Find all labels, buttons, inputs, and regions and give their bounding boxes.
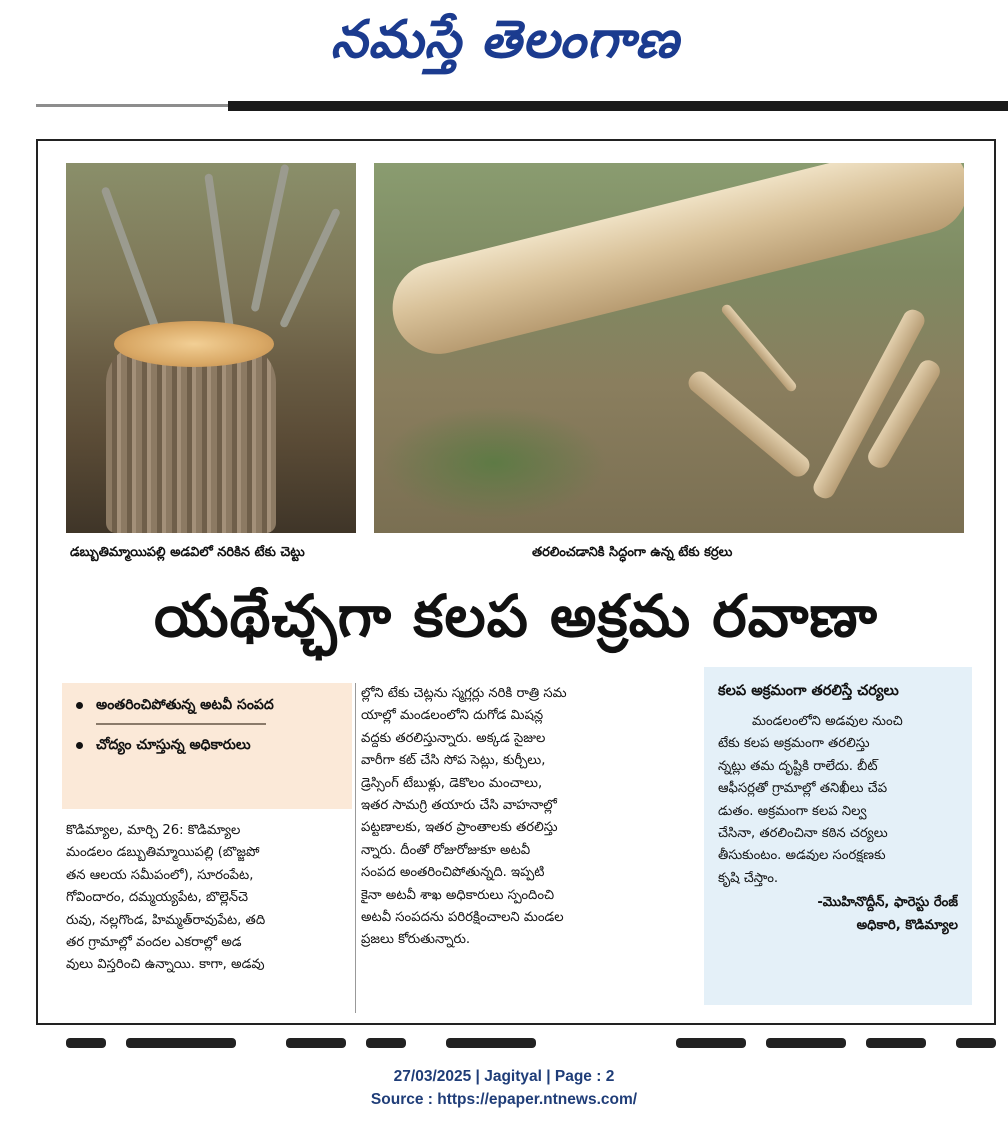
quote-line: కృషి చేస్తాం. bbox=[718, 870, 779, 886]
highlight-item bbox=[72, 733, 342, 757]
signature-line: అధికారి, కొడిమ్యాల bbox=[856, 917, 958, 933]
article-line: పట్టణాలకు, ఇతర ప్రాంతాలకు తరలిస్తు bbox=[361, 820, 558, 836]
article-line: వారీగా కట్ చేసి సోప సెట్లు, కుర్చీలు, bbox=[361, 753, 546, 769]
bullet-icon bbox=[76, 702, 83, 709]
article-line: ఇతర సామగ్రి తయారు చేసి వాహనాల్లో bbox=[361, 798, 557, 814]
quote-line: డుతం. అక్రమంగా కలప నిల్వ bbox=[718, 803, 867, 819]
article-line: గోవిందారం, దమ్మయ్యపేట, బొల్లెన్‌చె bbox=[66, 890, 249, 906]
article-line: తర గ్రామాల్లో వందల ఎకరాల్లో అడ bbox=[66, 935, 242, 951]
article-line: ప్రజలు కోరుతున్నారు. bbox=[361, 932, 471, 948]
article-line: కొడిమ్యాల, మార్చి 26: కొడిమ్యాల bbox=[66, 823, 241, 838]
quote-line: టేకు కలప అక్రమంగా తరలిస్తు bbox=[718, 736, 870, 752]
article-line: మండలం డబ్బుతిమ్మాయిపల్లి (బొజ్జపో bbox=[66, 845, 260, 861]
quote-line: చేసినా, తరలించినా కఠిన చర్యలు bbox=[718, 826, 888, 842]
article-line: అటవీ సంపదను పరిరక్షించాలని మండల bbox=[361, 910, 564, 926]
article-line: ల్లోని టేకు చెట్లను స్మగ్లర్లు నరికి రాత్రి సమ bbox=[361, 686, 567, 701]
photo-caption-left: డబ్బుతిమ్మాయిపల్లి అడవిలో నరికిన టేకు చెట్టు bbox=[70, 545, 305, 560]
bullet-icon bbox=[76, 742, 83, 749]
footer-source-line: Source : https://epaper.ntnews.com/ bbox=[370, 1091, 638, 1108]
photo-tree-stump bbox=[66, 163, 356, 533]
highlight-text: చోద్యం చూస్తున్న అధికారులు bbox=[96, 737, 251, 753]
cropped-next-headline bbox=[36, 1034, 1008, 1052]
article-line: న్నారు. దీంతో రోజురోజుకూ అటవీ bbox=[361, 842, 531, 858]
photo-caption-right: తరలించడానికి సిద్ధంగా ఉన్న టేకు కర్రలు bbox=[532, 545, 733, 560]
quote-box-body bbox=[718, 711, 958, 890]
newspaper-logo: నమస్తే తెలంగాణ bbox=[330, 9, 680, 70]
article-line: యాల్లో మండలంలోని దుగోడ మిషన్ల bbox=[361, 708, 544, 724]
masthead-rule-thick bbox=[228, 101, 1008, 111]
headline: యథేచ్ఛగా కలప అక్రమ రవాణా bbox=[153, 582, 879, 650]
article-line: సంపద అంతరించిపోతున్నది. ఇప్పటి bbox=[361, 865, 545, 881]
article-column-2 bbox=[361, 683, 651, 952]
masthead bbox=[0, 0, 1008, 78]
quote-line: న్నట్లు తమ దృష్టికి రాలేదు. బీట్ bbox=[718, 758, 878, 774]
highlight-divider bbox=[96, 723, 266, 725]
quote-line: ఆఫీసర్లతో గ్రామాల్లో తనిఖీలు చేప bbox=[718, 781, 888, 797]
footer-date-line: 27/03/2025 | Jagityal | Page : 2 bbox=[393, 1068, 615, 1085]
quote-signature bbox=[718, 892, 958, 937]
article-line: వులు విస్తరించి ఉన్నాయి. కాగా, అడవు bbox=[66, 957, 265, 973]
highlight-item bbox=[72, 693, 342, 717]
article-line: తన ఆలయ సమీపంలో), సూరంపేట, bbox=[66, 867, 254, 883]
signature-line: -మొహినొద్దీన్, ఫారెస్టు రేంజ్ bbox=[817, 895, 958, 911]
quote-line: తీసుకుంటం. అడవుల సంరక్షణకు bbox=[718, 848, 886, 864]
highlights-box bbox=[62, 683, 352, 809]
quote-box-title: కలప అక్రమంగా తరలిస్తే చర్యలు bbox=[718, 683, 899, 699]
article-line: రువు, నల్లగొండ, హిమ్మత్‌రావుపేట, తది bbox=[66, 912, 266, 928]
article-line: డ్రెస్సింగ్ టేబుళ్లు, డెకొలం మంచాలు, bbox=[361, 775, 543, 791]
official-quote-box bbox=[704, 667, 972, 1005]
article-line: వద్దకు తరలిస్తున్నారు. అక్కడ సైజుల bbox=[361, 730, 546, 746]
photo-timber-logs bbox=[374, 163, 964, 533]
article-line: కైనా అటవీ శాఖ అధికారులు స్పందించి bbox=[361, 887, 555, 903]
article-column-1 bbox=[66, 820, 356, 977]
quote-line: మండలంలోని అడవుల నుంచి bbox=[752, 714, 903, 729]
highlight-text: అంతరించిపోతున్న అటవీ సంపద bbox=[96, 697, 274, 713]
